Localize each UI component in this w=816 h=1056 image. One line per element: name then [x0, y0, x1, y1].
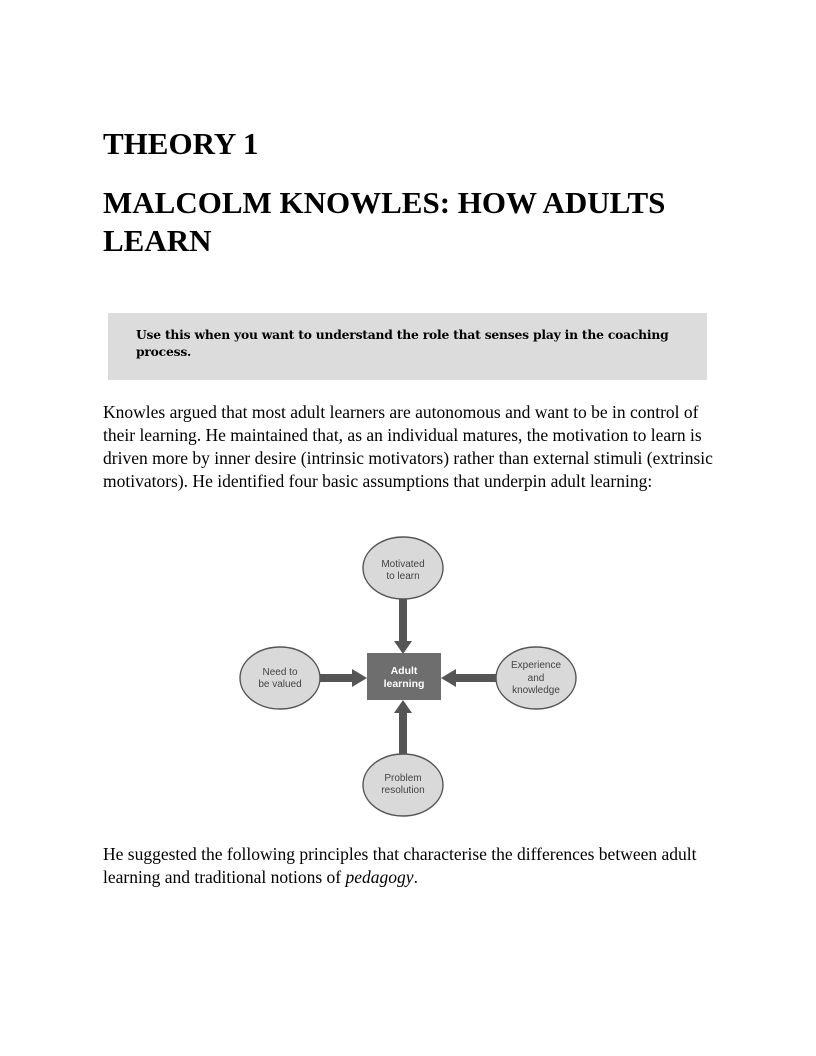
left-node-label-line2: be valued [258, 679, 302, 690]
theory-number-heading: THEORY 1 [103, 126, 259, 161]
usage-callout-box [108, 313, 707, 380]
left-node-label-line1: Need to [262, 667, 298, 678]
theory-title-heading: MALCOLM KNOWLES: HOW ADULTS LEARN [103, 185, 666, 258]
center-node-label-line1: Adult [390, 665, 418, 677]
arrow-left-head [352, 669, 367, 687]
adult-learning-diagram [236, 531, 582, 821]
bottom-node-label-line1: Problem [384, 773, 422, 784]
closing-period: . [413, 867, 418, 887]
usage-callout-text: Use this when you want to understand the role that senses play in the coaching process. [136, 327, 669, 359]
arrow-right-head [441, 669, 456, 687]
center-node-label-line2: learning [383, 678, 425, 690]
bottom-node-label-line2: resolution [381, 785, 425, 796]
arrow-right-shaft [455, 674, 499, 682]
arrow-bottom-shaft [399, 711, 407, 754]
arrow-left-shaft [320, 674, 354, 682]
closing-paragraph [103, 843, 723, 889]
left-node-ellipse [240, 647, 320, 709]
pedagogy-term: pedagogy [345, 867, 414, 887]
right-node-label-line1: Experience [510, 660, 562, 671]
top-node-label-line2: to learn [386, 571, 420, 582]
closing-text: He suggested the following principles that characterise the differences between adult learning and traditional notions of [103, 844, 697, 887]
top-node-label-line1: Motivated [381, 559, 425, 570]
right-node-label-line2: and [527, 673, 545, 684]
intro-paragraph: Knowles argued that most adult learners are autonomous and want to be in control of their learning. He maintained that, as an individual matures, the motivation to learn is driven more by inner desire (intrinsic motivators) rather than external stimuli (extrinsic motivators). He identified four basic assumptions that underpin adult learning: [103, 402, 713, 491]
arrow-bottom-head [394, 700, 412, 713]
arrow-top-shaft [399, 599, 407, 643]
right-node-label-line3: knowledge [512, 685, 560, 696]
arrow-top-head [394, 641, 412, 654]
